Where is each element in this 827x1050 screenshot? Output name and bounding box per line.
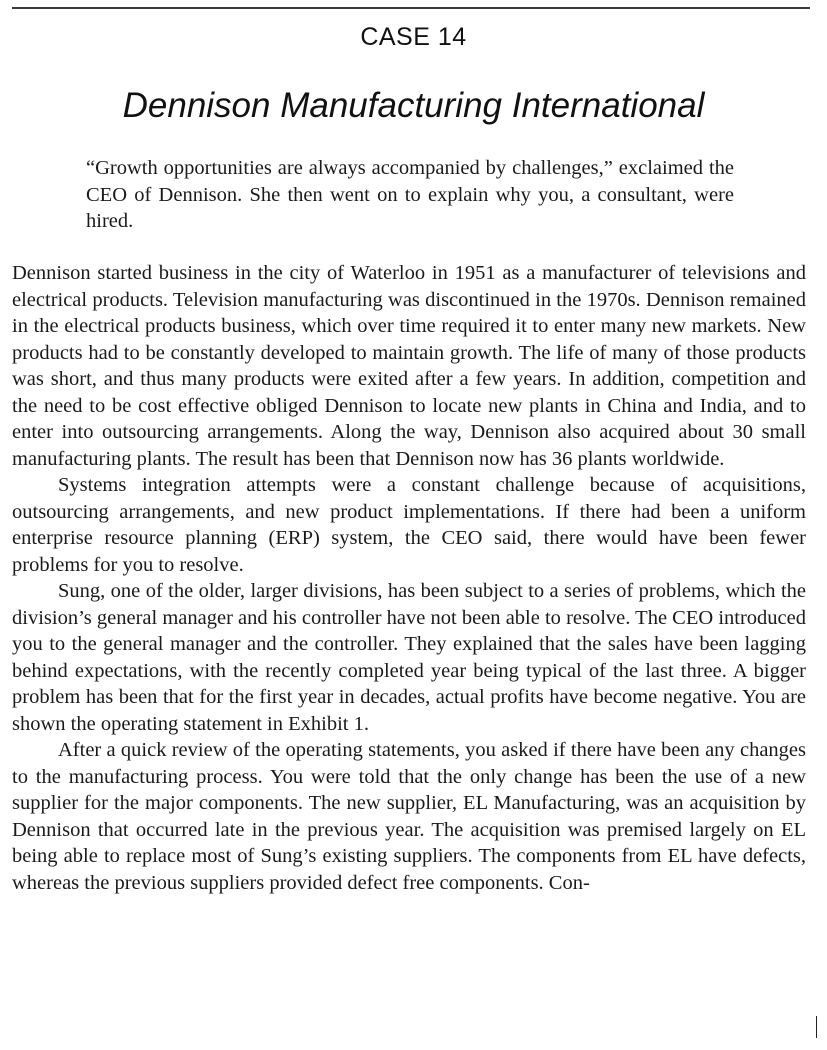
paragraph-systems-integration: Systems integration attempts were a constant challenge because of acquisitions, outsourcing arrangements, and new product implementations. If there had been a uniform enterprise resource planning (ERP) system, the CEO said, there would have been fewer problems for you to resolve. — [12, 474, 806, 576]
epigraph-quote: “Growth opportunities are always accompanied by challenges,” exclaimed the CEO of Dennison. She then went on to explain why you, a consultant, were hired. — [86, 157, 734, 232]
top-rule — [12, 7, 810, 9]
case-label: CASE 14 — [360, 23, 467, 51]
body-text — [12, 260, 806, 896]
page-edge-mark — [816, 1016, 817, 1038]
paragraph-sung-division: Sung, one of the older, larger divisions, has been subject to a series of problems, which the division’s general manager and his controller have not been able to resolve. The CEO introduced you to the general manager and the controller. They explained that the sales have been lagging behind expectations, with the recently completed year being typical of the last three. A bigger problem has been that for the first year in decades, actual profits have become negative. You are shown the operating statement in Exhibit 1. — [12, 580, 806, 735]
case-title: Dennison Manufacturing International — [122, 86, 705, 125]
paragraph-supplier-change: After a quick review of the operating statements, you asked if there have been any changes to the manufacturing process. You were told that the only change has been the use of a new supplier for the major components. The new supplier, EL Manufacturing, was an acquisition by Dennison that occurred late in the previous year. The acquisition was premised largely on EL being able to replace most of Sung’s existing suppliers. The components from EL have defects, whereas the previous suppliers provided defect free components. Con- — [12, 739, 806, 894]
paragraph-company-history: Dennison started business in the city of Waterloo in 1951 as a manufacturer of televisions and electrical products. Television manufacturing was discontinued in the 1970s. Dennison remained in the electrical products business, which over time required it to enter many new markets. New products had to be constantly developed to maintain growth. The life of many of those products was short, and thus many products were exited after a few years. In addition, competition and the need to be cost effective obliged Dennison to locate new plants in China and India, and to enter into outsourcing arrangements. Along the way, Dennison also acquired about 30 small manufacturing plants. The result has been that Dennison now has 36 plants worldwide. — [12, 262, 806, 470]
